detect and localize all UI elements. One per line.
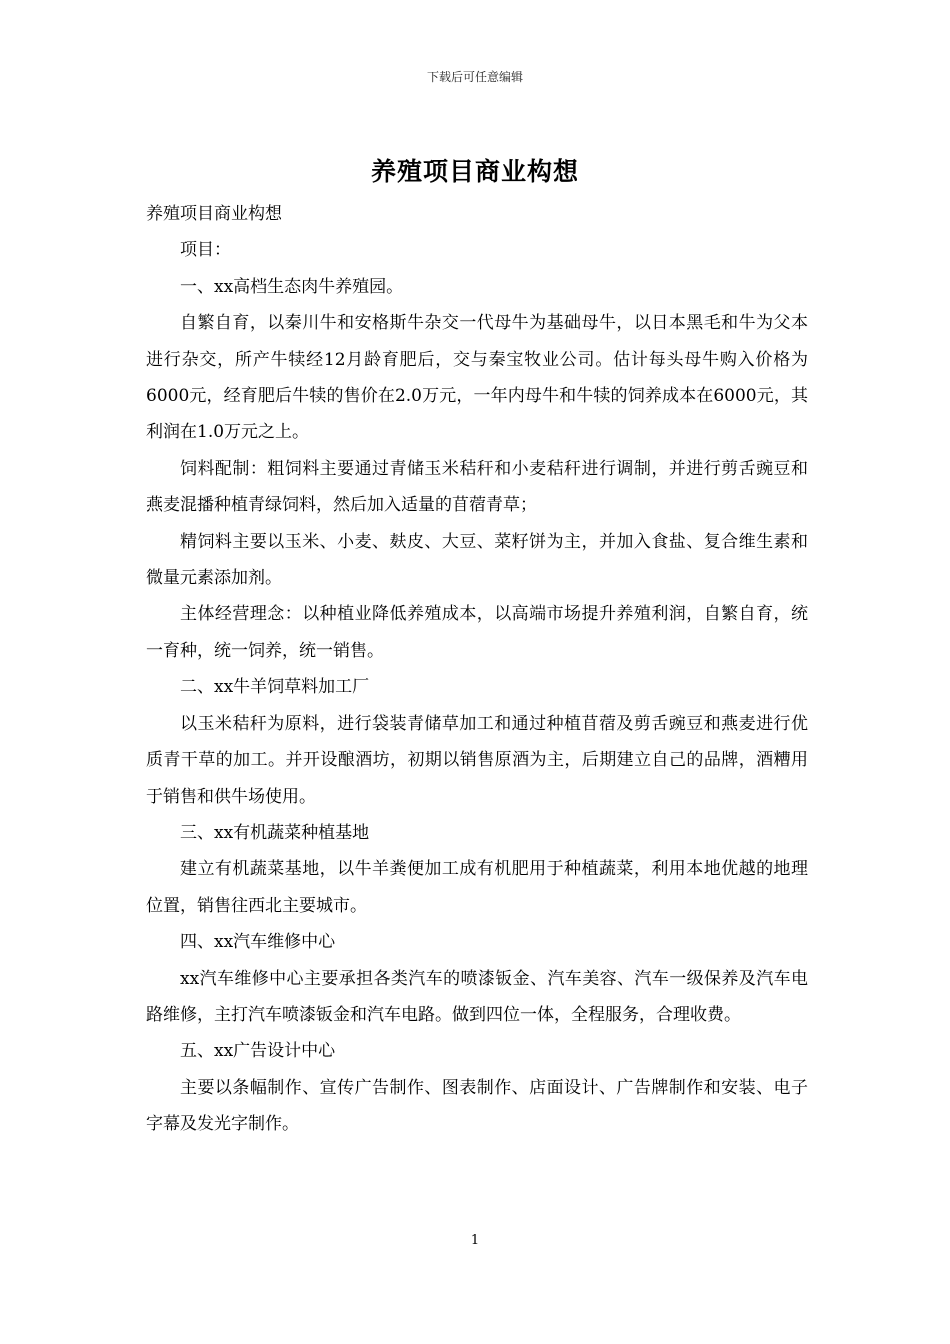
section-heading-3: 三、xx有机蔬菜种植基地 bbox=[180, 822, 370, 843]
section-heading-5: 五、xx广告设计中心 bbox=[180, 1041, 336, 1062]
paragraph: 饲料配制：粗饲料主要通过青储玉米秸秆和小麦秸秆进行调制，并进行剪舌豌豆和燕麦混播种植青绿饲料，然后加入适量的苜蓿青草； bbox=[146, 458, 808, 516]
paragraph-subtitle: 养殖项目商业构想 bbox=[146, 204, 282, 224]
paragraph: 精饲料主要以玉米、小麦、麸皮、大豆、菜籽饼为主，并加入食盐、复合维生素和微量元素添加剂。 bbox=[146, 531, 808, 589]
page-number: 1 bbox=[470, 1233, 480, 1248]
header-note: 下载后可任意编辑 bbox=[426, 70, 523, 84]
paragraph: 主体经营理念：以种植业降低养殖成本，以高端市场提升养殖利润，自繁自育，统一育种，统一饲养，统一销售。 bbox=[146, 604, 808, 661]
paragraph: xx汽车维修中心主要承担各类汽车的喷漆钣金、汽车美容、汽车一级保养及汽车电路维修，主打汽车喷漆钣金和汽车电路。做到四位一体，全程服务，合理收费。 bbox=[146, 968, 808, 1025]
document-title: 养殖项目商业构想 bbox=[370, 157, 579, 186]
paragraph: 建立有机蔬菜基地，以牛羊粪便加工成有机肥用于种植蔬菜，利用本地优越的地理位置，销售往西北主要城市。 bbox=[146, 859, 808, 916]
section-heading-2: 二、xx牛羊饲草料加工厂 bbox=[180, 677, 370, 698]
document-body bbox=[146, 196, 808, 1143]
section-heading-4: 四、xx汽车维修中心 bbox=[180, 932, 336, 953]
section-heading-1: 一、xx高档生态肉牛养殖园。 bbox=[180, 276, 404, 297]
paragraph: 自繁自育，以秦川牛和安格斯牛杂交一代母牛为基础母牛，以日本黑毛和牛为父本进行杂交，所产牛犊经12月龄育肥后，交与秦宝牧业公司。估计每头母牛购入价格为6000元，经育肥后牛犊的售价在2.0万元，一年内母牛和牛犊的饲养成本在6000元，其利润在1.0万元之上。 bbox=[146, 313, 808, 443]
paragraph-project-label: 项目： bbox=[180, 240, 231, 261]
paragraph: 以玉米秸秆为原料，进行袋装青储草加工和通过种植苜蓿及剪舌豌豆和燕麦进行优质青干草的加工。并开设酿酒坊，初期以销售原酒为主，后期建立自己的品牌，酒糟用于销售和供牛场使用。 bbox=[146, 713, 808, 807]
paragraph: 主要以条幅制作、宣传广告制作、图表制作、店面设计、广告牌制作和安装、电子字幕及发光字制作。 bbox=[146, 1077, 808, 1135]
